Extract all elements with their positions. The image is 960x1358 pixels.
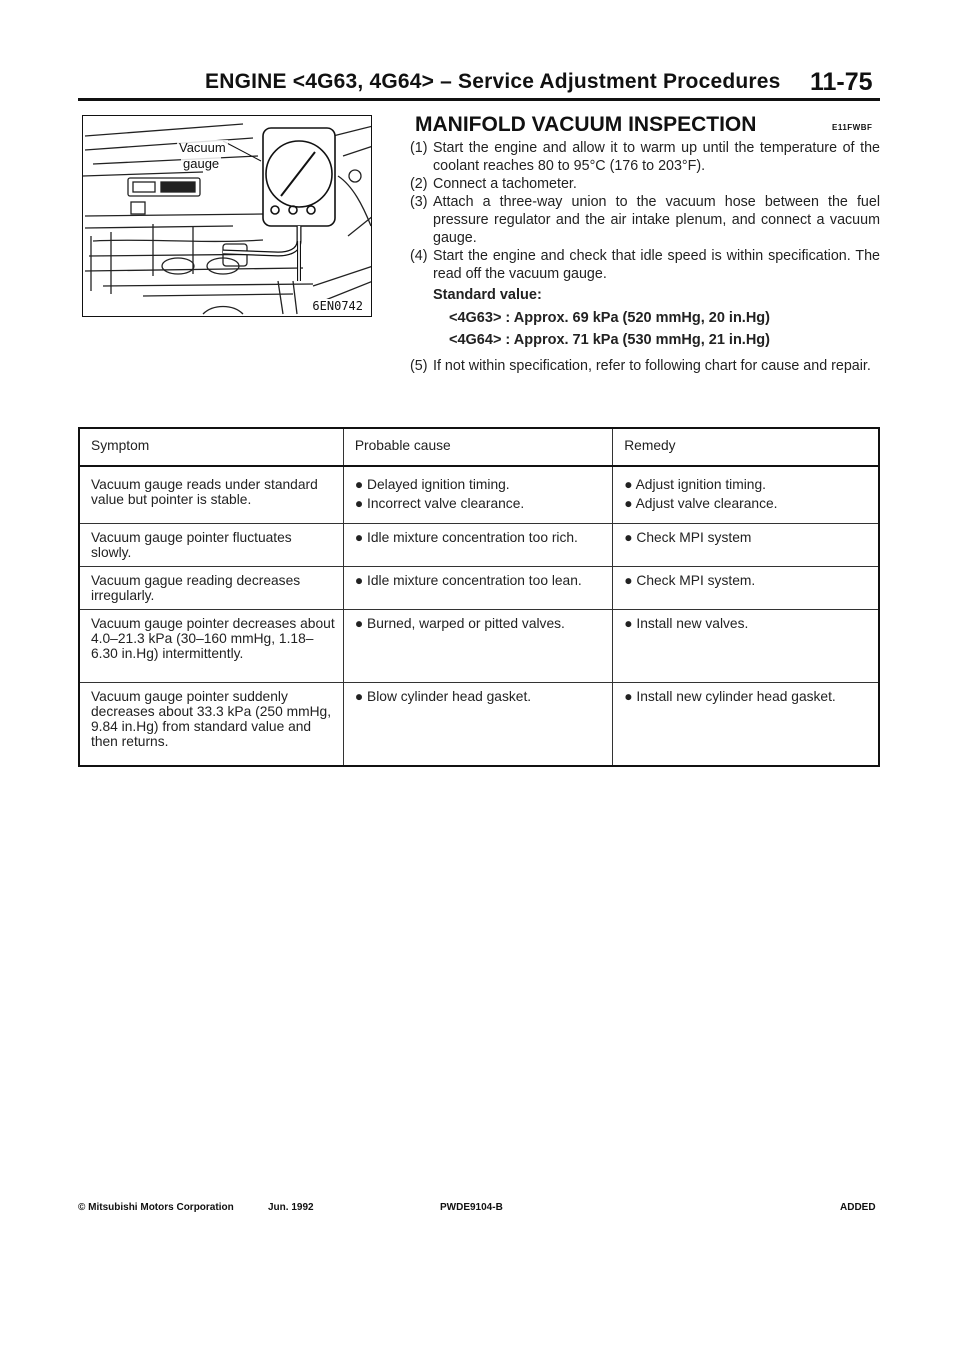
step-number: (3): [410, 194, 428, 210]
step-5: [410, 357, 880, 375]
step-number: (2): [410, 176, 428, 192]
table-header-row: [79, 428, 879, 466]
symptom-cell: Vacuum gauge reads under standard value but pointer is stable.: [91, 477, 318, 507]
section-code: E11FWBF: [832, 123, 873, 132]
footer-date: Jun. 1992: [268, 1202, 314, 1213]
standard-value-block: [410, 286, 880, 351]
step-4: [410, 247, 880, 283]
cause-cell: [343, 566, 612, 609]
table-row: [79, 566, 879, 609]
troubleshooting-table: [78, 427, 880, 767]
remedy-item: ● Install new valves.: [624, 615, 749, 631]
remedy-cell: [613, 566, 879, 609]
table-row: [79, 466, 879, 523]
header-symptom: Symptom: [79, 428, 343, 466]
remedy-item: ● Check MPI system: [624, 529, 752, 545]
header-probable-cause: Probable cause: [343, 428, 612, 466]
step-text: Attach a three-way union to the vacuum hose between the fuel pressure regulator and the air intake plenum, and connect a vacuum gauge.: [433, 194, 880, 246]
step-text: Start the engine and allow it to warm up until the temperature of the coolant reaches 80 to 95°C (176 to 203°F).: [433, 140, 880, 174]
cause-cell: [343, 682, 612, 766]
figure-label-vacuum: Vacuum: [179, 140, 226, 155]
figure-code: 6EN0742: [312, 299, 363, 313]
remedy-cell: [613, 682, 879, 766]
header-remedy: Remedy: [613, 428, 879, 466]
cause-item: ● Incorrect valve clearance.: [354, 496, 525, 511]
step-number: (4): [410, 248, 428, 264]
page-number: 11-75: [810, 68, 873, 96]
section-title: MANIFOLD VACUUM INSPECTION: [415, 113, 757, 136]
symptom-cell: Vacuum gauge pointer suddenly decreases about 33.3 kPa (250 mmHg, 9.84 in.Hg) from standard value and then returns.: [79, 682, 343, 766]
step-number: (1): [410, 140, 428, 156]
footer-status: ADDED: [840, 1202, 876, 1213]
remedy-cell: [613, 609, 879, 682]
table-row: [79, 523, 879, 566]
remedy-item: ● Check MPI system.: [624, 572, 756, 588]
cause-item: ● Blow cylinder head gasket.: [354, 688, 532, 704]
step-text: Connect a tachometer.: [433, 176, 577, 192]
procedure-steps: [410, 139, 880, 375]
symptom-cell: Vacuum gauge pointer fluctuates slowly.: [79, 523, 343, 566]
cause-item: ● Idle mixture concentration too rich.: [354, 529, 578, 545]
footer-doc-code: PWDE9104-B: [440, 1202, 503, 1213]
standard-value-label: Standard value:: [433, 287, 542, 303]
header-divider: [78, 98, 880, 101]
standard-value-4g64: <4G64> : Approx. 71 kPa (530 mmHg, 21 in.Hg): [449, 332, 770, 348]
remedy-cell: [613, 523, 879, 566]
step-text: If not within specification, refer to following chart for cause and repair.: [433, 358, 871, 374]
remedy-item: ● Install new cylinder head gasket.: [624, 688, 836, 704]
step-text: Start the engine and check that idle speed is within specification. The read off the vacuum gauge.: [433, 248, 880, 282]
cause-item: ● Burned, warped or pitted valves.: [354, 615, 565, 631]
table-row: [79, 682, 879, 766]
symptom-cell: Vacuum gague reading decreases irregularly.: [79, 566, 343, 609]
step-number: (5): [410, 358, 428, 374]
cause-item: ● Idle mixture concentration too lean.: [354, 572, 582, 588]
cause-item: ● Delayed ignition timing.: [354, 477, 510, 492]
standard-value-4g63: <4G63> : Approx. 69 kPa (520 mmHg, 20 in.Hg): [449, 310, 770, 326]
cause-cell: [343, 609, 612, 682]
engine-vacuum-gauge-figure: [82, 115, 372, 317]
symptom-cell: Vacuum gauge pointer decreases about 4.0–21.3 kPa (30–160 mmHg, 1.18–6.30 in.Hg) intermittently.: [79, 609, 343, 682]
remedy-item: ● Adjust valve clearance.: [624, 496, 778, 511]
step-1: [410, 139, 880, 175]
table-row: [79, 609, 879, 682]
remedy-item: ● Adjust ignition timing.: [624, 477, 766, 492]
step-2: [410, 175, 880, 193]
header-title: ENGINE <4G63, 4G64> – Service Adjustment Procedures: [205, 70, 781, 93]
remedy-cell: [613, 466, 879, 523]
figure-label-gauge: gauge: [183, 156, 220, 171]
cause-cell: [343, 523, 612, 566]
step-3: [410, 193, 880, 247]
cause-cell: [343, 466, 612, 523]
footer-copyright: © Mitsubishi Motors Corporation: [78, 1202, 234, 1213]
